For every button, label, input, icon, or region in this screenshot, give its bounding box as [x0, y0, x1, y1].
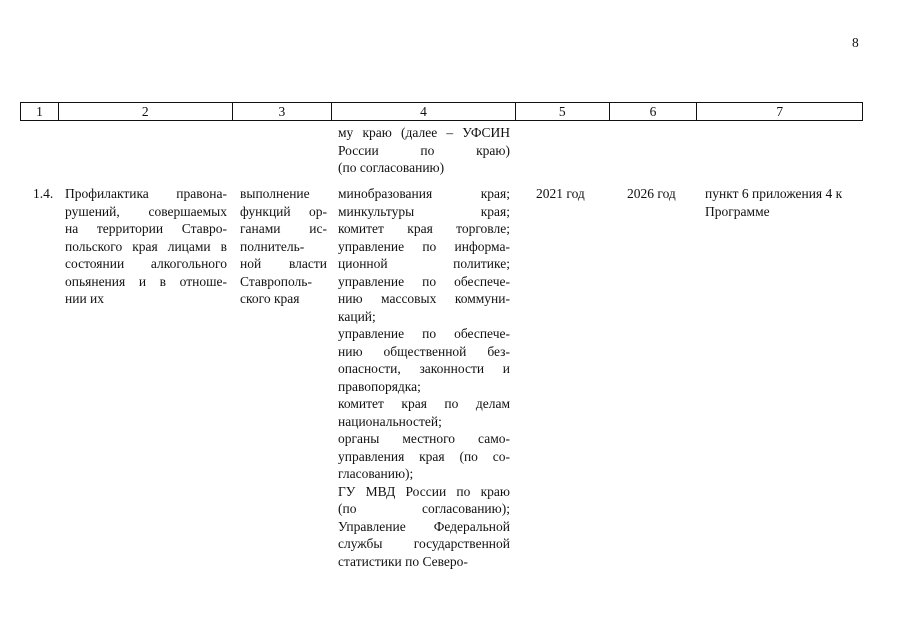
text-line: ского края: [240, 291, 300, 306]
row-end-year: 2026 год: [627, 186, 676, 201]
row-start-year: 2021 год: [536, 186, 585, 201]
header-col-6: 6: [610, 103, 698, 120]
text-line: органы местного само-: [338, 431, 510, 446]
text-line: управления края (по со-: [338, 448, 510, 464]
text-line: му краю (далее – УФСИН: [338, 125, 510, 140]
header-col-2: 2: [59, 103, 233, 120]
header-col-4: 4: [332, 103, 516, 120]
text-line: управление по обеспече-: [338, 326, 510, 341]
text-line: ганами ис-: [240, 221, 327, 236]
header-col-1: 1: [21, 103, 59, 120]
text-line: рушений, совершаемых: [65, 203, 227, 219]
text-line: полнитель-: [240, 238, 305, 254]
text-line: (по согласованию);: [338, 501, 510, 516]
text-line: опасности, законности и: [338, 361, 510, 376]
text-line: Управление Федеральной: [338, 518, 510, 534]
text-line: службы государственной: [338, 536, 510, 551]
text-line: (по согласованию): [338, 160, 445, 175]
row-responsible: [338, 185, 510, 570]
text-line: пункт 6 приложения 4 к: [705, 186, 843, 201]
header-col-7: 7: [776, 104, 784, 119]
page-number: 8: [852, 35, 859, 50]
row-reference: [705, 185, 865, 220]
text-line: Профилактика правона-: [65, 186, 227, 201]
row-measure-name: [65, 185, 227, 308]
text-line: ной власти: [240, 256, 327, 271]
text-line: нию массовых коммуни-: [338, 291, 510, 306]
text-line: управление по обеспече-: [338, 273, 510, 289]
text-line: ционной политике;: [338, 256, 510, 271]
text-line: нии их: [65, 291, 105, 306]
text-line: комитет края торговле;: [338, 221, 510, 236]
text-line: статистики по Северо-: [338, 553, 468, 569]
row-number: 1.4.: [33, 186, 54, 201]
text-line: комитет края по делам: [338, 396, 510, 411]
table-header-row: [20, 102, 863, 121]
text-line: состоянии алкогольного: [65, 256, 227, 271]
text-line: минкультуры края;: [338, 203, 510, 219]
text-line: нию общественной без-: [338, 343, 510, 359]
header-col-3: 3: [233, 103, 333, 120]
text-line: Программе: [705, 203, 770, 219]
text-line: выполнение: [240, 186, 310, 201]
text-line: гласованию);: [338, 466, 414, 481]
text-line: функций ор-: [240, 203, 327, 219]
row-method: [240, 185, 327, 308]
text-line: национальностей;: [338, 413, 442, 429]
continuation-col4: [338, 124, 510, 177]
text-line: польского края лицами в: [65, 238, 227, 254]
text-line: управление по информа-: [338, 238, 510, 254]
text-line: каций;: [338, 308, 376, 324]
text-line: России по краю): [338, 142, 510, 158]
text-line: Ставрополь-: [240, 273, 312, 289]
header-col-5: 5: [516, 103, 610, 120]
text-line: минобразования края;: [338, 186, 510, 201]
text-line: правопорядка;: [338, 378, 421, 394]
text-line: опьянения и в отноше-: [65, 273, 227, 289]
text-line: на территории Ставро-: [65, 221, 227, 236]
text-line: ГУ МВД России по краю: [338, 483, 510, 499]
